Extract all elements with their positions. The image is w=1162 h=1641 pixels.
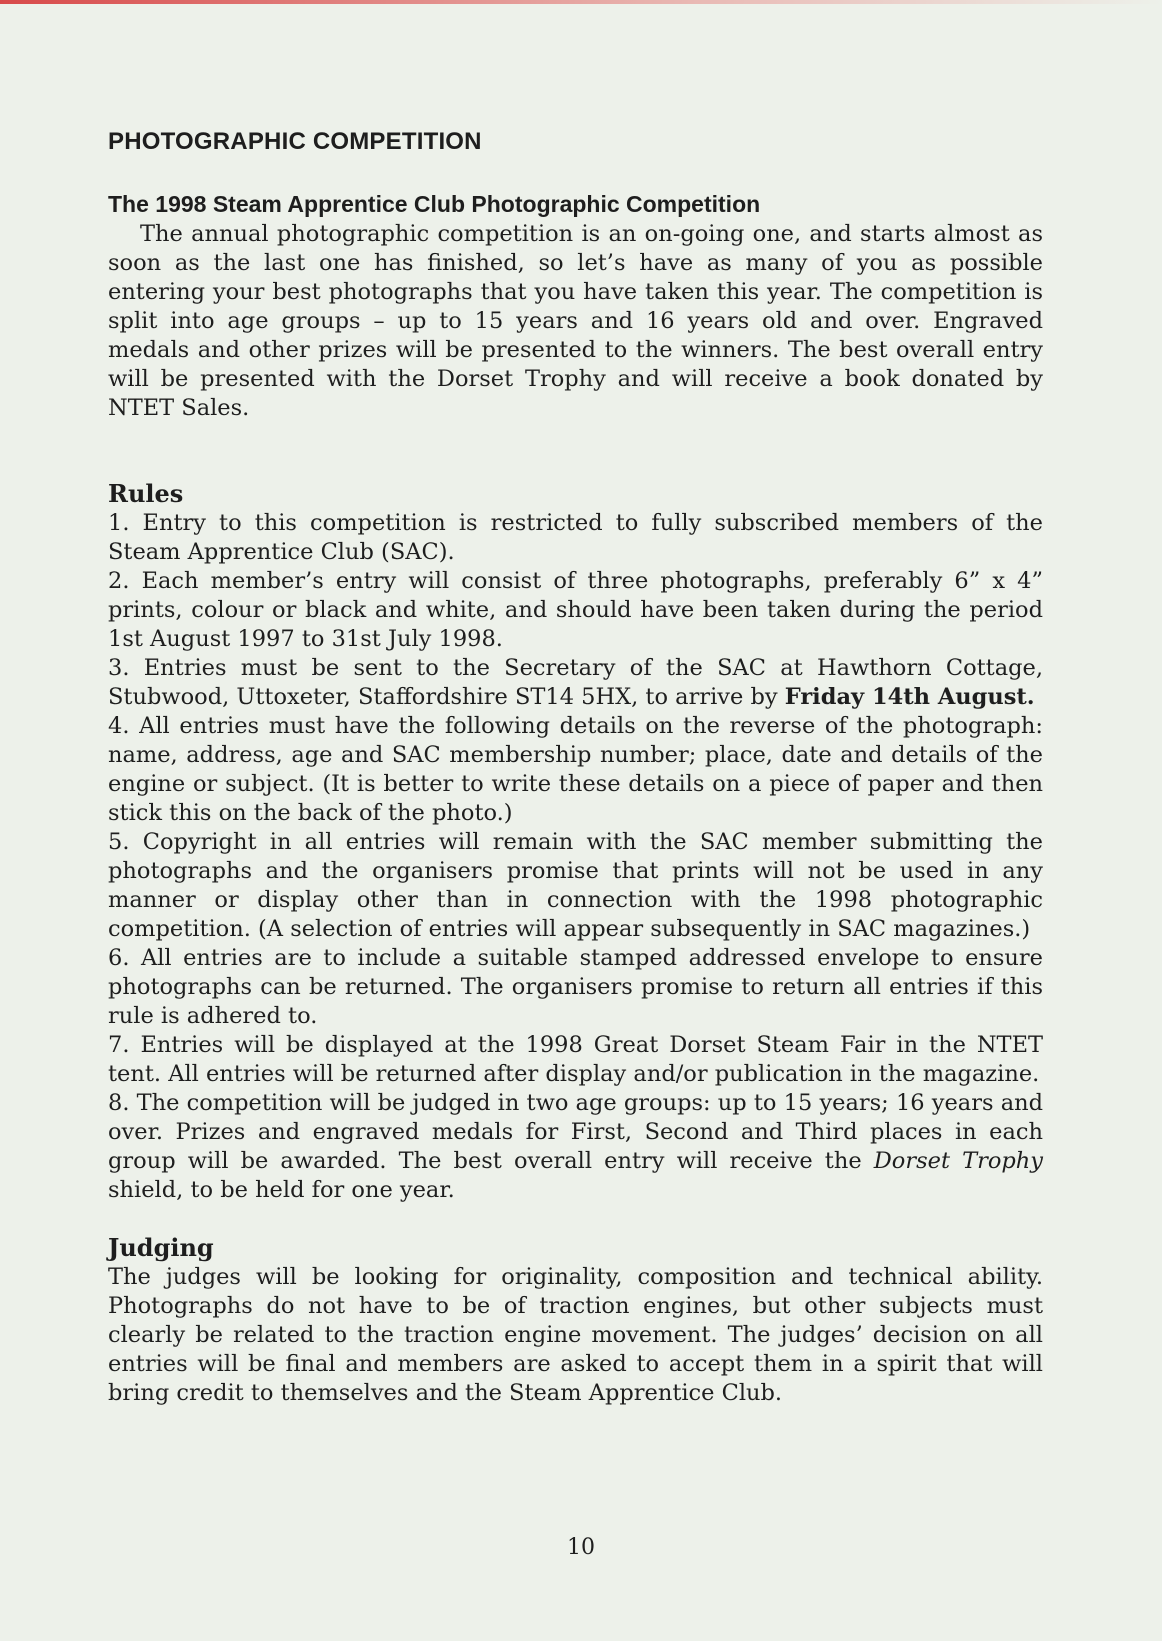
document-page: [108, 128, 1043, 1408]
rule-1: 1. Entry to this competition is restricted to fully subscribed members of the Steam Apprentice Club (SAC).: [108, 510, 1043, 565]
page-title: PHOTOGRAPHIC COMPETITION: [108, 128, 482, 155]
rule-3-text: 3. Entries must be sent to the Secretary of the SAC at Hawthorn Cottage, Stubwood, Uttoxeter, Staffordshire ST14 5HX, to arrive by: [108, 655, 1043, 710]
rule-5: 5. Copyright in all entries will remain with the SAC member submitting the photographs and the organisers promise that prints will not be used in any manner or display other than in connection with the 1998 photographic competition. (A selection of entries will appear subsequently in SAC magazines.): [108, 829, 1043, 942]
rule-6: 6. All entries are to include a suitable stamped addressed envelope to ensure photographs can be returned. The organisers promise to return all entries if this rule is adhered to.: [108, 945, 1043, 1029]
judging-paragraph: The judges will be looking for originality, composition and technical ability. Photographs do not have to be of traction engines, but other subjects must clearly be related to the traction engine movement. The judges’ decision on all entries will be final and members are asked to accept them in a spirit that will bring credit to themselves and the Steam Apprentice Club.: [108, 1264, 1043, 1406]
rule-8-text: 8. The competition will be judged in two age groups: up to 15 years; 16 years and over. Prizes and engraved medals for First, Second and Third places in each group will be awarded. The best overall entry will receive the: [108, 1090, 1043, 1174]
rule-3: [108, 654, 1043, 712]
rule-8-trophy: Dorset Trophy: [873, 1148, 1043, 1174]
rule-7: 7. Entries will be displayed at the 1998 Great Dorset Steam Fair in the NTET tent. All entries will be returned after display and/or publication in the magazine.: [108, 1032, 1043, 1087]
rule-4: 4. All entries must have the following details on the reverse of the photograph: name, address, age and SAC membership number; place, date and details of the engine or subject. (It is better to write these details on a piece of paper and then stick this on the back of the photo.): [108, 713, 1043, 826]
top-border: [0, 0, 1162, 4]
rule-8-tail: shield, to be held for one year.: [108, 1177, 455, 1203]
rule-3-deadline: Friday 14th August.: [784, 684, 1035, 710]
rule-2: 2. Each member’s entry will consist of three photographs, preferably 6” x 4” prints, colour or black and white, and should have been taken during the period 1st August 1997 to 31st July 1998.: [108, 568, 1043, 652]
competition-subtitle: The 1998 Steam Apprentice Club Photographic Competition: [108, 191, 761, 217]
rule-8: [108, 1089, 1043, 1205]
intro-paragraph: The annual photographic competition is an on-going one, and starts almost as soon as the last one has finished, so let’s have as many of you as possible entering your best photographs that you have taken this year. The competition is split into age groups – up to 15 years and 16 years old and over. Engraved medals and other prizes will be presented to the winners. The best overall entry will be presented with the Dorset Trophy and will receive a book donated by NTET Sales.: [108, 221, 1043, 421]
judging-heading: Judging: [108, 1233, 214, 1262]
rules-heading: Rules: [108, 479, 184, 508]
page-number: 10: [567, 1535, 595, 1560]
